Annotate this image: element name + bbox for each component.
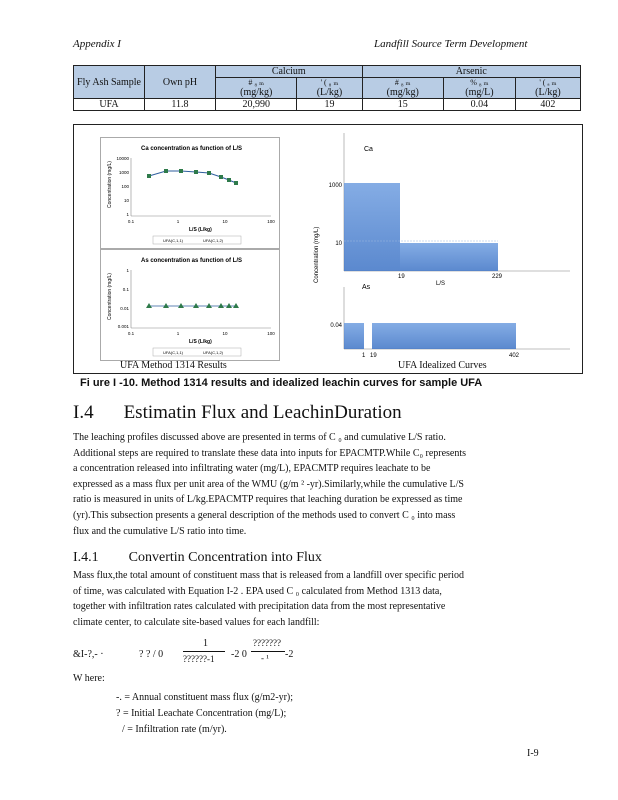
group-calcium: Calcium — [216, 66, 363, 78]
svg-text:L/S: L/S — [436, 281, 446, 287]
chart-title: As concentration as function of L/S — [141, 258, 243, 264]
definitions-list — [116, 690, 293, 738]
svg-text:Ca: Ca — [364, 146, 373, 153]
idealized-curves — [306, 133, 576, 361]
svg-text:UFA(C,1,2): UFA(C,1,2) — [203, 238, 224, 243]
svg-text:10: 10 — [222, 331, 228, 336]
definition: ? = Initial Leachate Concentration (mg/L); — [116, 708, 287, 719]
figure-label-left: UFA Method 1314 Results — [120, 360, 227, 371]
group-arsenic: Arsenic — [362, 66, 580, 78]
svg-text:0.01: 0.01 — [120, 306, 129, 311]
as-bar-2 — [372, 323, 516, 349]
definition: -. = Annual constituent mass flux (g/m2-yr); — [116, 692, 294, 703]
svg-text:100: 100 — [267, 331, 275, 336]
svg-text:Concentration (mg/L): Concentration (mg/L) — [107, 273, 113, 320]
svg-text:100: 100 — [121, 184, 129, 189]
equation-i2: &I-?,- · ? ? / 0 1 ??????-1 -2 0 ??????? - ¹ -2 — [73, 638, 294, 664]
running-header-left: Appendix I — [73, 38, 121, 50]
subheader: # ₈ ₘ (mg/kg) — [216, 78, 297, 99]
svg-text:Concentration (mg/L): Concentration (mg/L) — [314, 226, 320, 283]
page-number: I-9 — [527, 748, 539, 759]
svg-text:Concentration (mg/L): Concentration (mg/L) — [107, 161, 113, 208]
svg-text:1: 1 — [362, 353, 366, 359]
col-sample: Fly Ash Sample — [74, 66, 145, 99]
where-label: W here: — [73, 673, 105, 684]
svg-text:As: As — [362, 284, 371, 291]
ca-bar-1 — [344, 183, 400, 271]
svg-text:1000: 1000 — [328, 183, 342, 189]
results-table — [73, 65, 581, 111]
figure-frame — [73, 124, 583, 374]
svg-text:1: 1 — [176, 331, 180, 336]
svg-text:10: 10 — [222, 219, 228, 224]
subheader: % ₈ ₘ (mg/L) — [443, 78, 515, 99]
svg-text:10: 10 — [123, 198, 129, 203]
svg-text:0.001: 0.001 — [117, 324, 129, 329]
section-heading: I.4 Estimatin Flux and LeachinDuration — [73, 402, 402, 423]
table-row: UFA 11.8 20,990 19 15 0.04 402 — [74, 99, 581, 111]
ca-1314-chart — [100, 137, 280, 249]
svg-text:0.04: 0.04 — [330, 323, 342, 329]
svg-text:10: 10 — [335, 241, 342, 247]
as-1314-chart — [100, 249, 280, 361]
svg-text:19: 19 — [370, 353, 377, 359]
svg-text:UFA(C,1,2): UFA(C,1,2) — [203, 350, 224, 355]
svg-text:10000: 10000 — [116, 156, 129, 161]
subsection-heading: I.4.1 Convertin Concentration into Flux — [73, 550, 322, 565]
paragraph-2: Mass flux,the total amount of constituent mass that is released from a landfill over specific period of time, was calculated with Equation I-2 . EPA used C ₀ calculated from Method 1313 data, together with infiltration rates calculated with precipitation data from the most representative climate center, to calculate site-based values for each landfill: — [73, 570, 465, 628]
svg-text:0.1: 0.1 — [122, 287, 129, 292]
svg-text:UFA(C,1,1): UFA(C,1,1) — [163, 238, 184, 243]
svg-text:1000: 1000 — [118, 170, 129, 175]
svg-text:1: 1 — [126, 212, 129, 217]
subheader: ' ( ₈ ₘ (L/kg) — [297, 78, 362, 99]
paragraph-1: The leaching profiles discussed above are presented in terms of C ₀ and cumulative L/S ratio. Additional steps are required to translate these data into inputs for EPACMTP.While C₀ represents a concentration released into infiltrating water (mg/L), EPACMTP requires leachate to be expressed as a mass flux per unit area of the WMU (g/m ² -yr).Similarly,while the cumulative L/S ratio is measured in units of L/kg.EPACMTP requires that leaching duration be expressed as time (yr).This subsection presents a general description of the methods used to convert C ₀ into mass flux and the cumulative L/S ratio into time. — [73, 432, 467, 537]
svg-text:402: 402 — [509, 353, 520, 359]
svg-text:229: 229 — [492, 274, 503, 280]
svg-text:19: 19 — [398, 274, 405, 280]
as-bar-1 — [344, 323, 364, 349]
svg-text:UFA(C,1,1): UFA(C,1,1) — [163, 350, 184, 355]
svg-text:0.1: 0.1 — [127, 331, 135, 336]
col-ph: Own pH — [145, 66, 216, 99]
svg-text:1: 1 — [126, 268, 129, 273]
figure-caption: Fi ure I -10. Method 1314 results and idealized leachin curves for sample UFA — [80, 377, 483, 389]
running-header-right: Landfill Source Term Development — [374, 38, 528, 50]
subheader: # ₈ ₘ (mg/kg) — [362, 78, 443, 99]
svg-text:0.1: 0.1 — [127, 219, 135, 224]
svg-text:L/S (L/kg): L/S (L/kg) — [189, 339, 212, 345]
ca-bar-2 — [400, 243, 498, 271]
svg-text:100: 100 — [267, 219, 275, 224]
figure-label-right: UFA Idealized Curves — [398, 360, 487, 371]
definition: / = Infiltration rate (m/yr). — [122, 724, 227, 735]
chart-title: Ca concentration as function of L/S — [141, 146, 243, 152]
subheader: ' ( ₐ ₘ (L/kg) — [515, 78, 580, 99]
svg-text:1: 1 — [176, 219, 180, 224]
svg-text:L/S (L/kg): L/S (L/kg) — [189, 227, 212, 233]
